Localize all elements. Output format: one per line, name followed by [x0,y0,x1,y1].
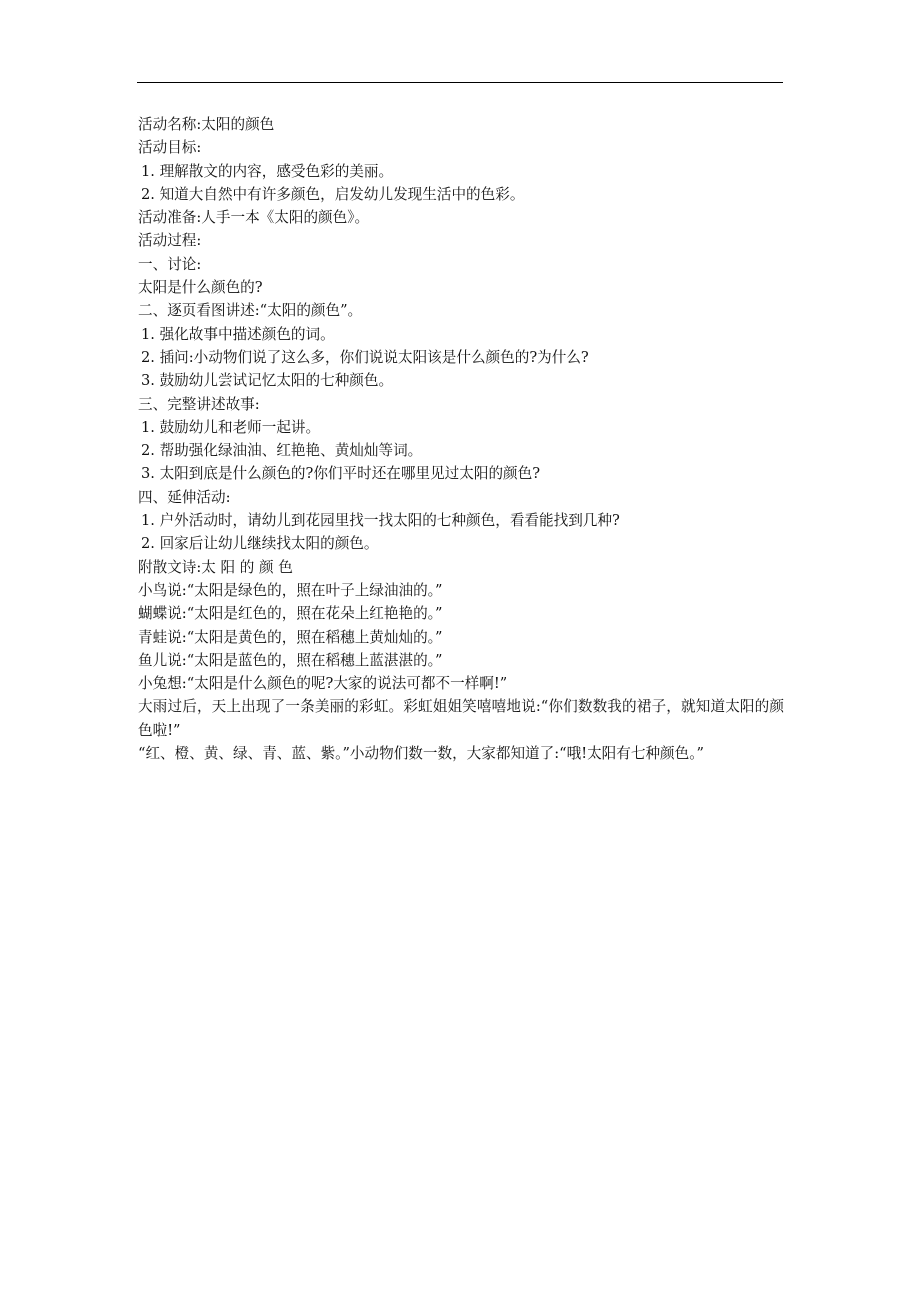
discussion-question: 太阳是什么颜色的? [138,279,263,297]
full-story-item-3: 3. 太阳到底是什么颜色的?你们平时还在哪里见过太阳的颜色? [141,465,541,483]
picture-reading-item-2: 2. 插问:小动物们说了这么多，你们说说太阳该是什么颜色的?为什么? [141,348,589,366]
picture-reading-item-1: 1. 强化故事中描述颜色的词。 [141,325,335,343]
poem-line-butterfly: 蝴蝶说:“太阳是红色的，照在花朵上红艳艳的。” [138,605,443,623]
section-extension-heading: 四、延伸活动: [138,488,231,506]
activity-name: 活动名称:太阳的颜色 [138,116,275,133]
poem-paragraph-rainbow: 大雨过后，天上出现了一条美丽的彩虹。彩虹姐姐笑嘻嘻地说:“你们数数我的裙子，就知道太阳的颜色啦!” [138,698,784,739]
extension-item-1: 1. 户外活动时，请幼儿到花园里找一找太阳的七种颜色，看看能找到几种? [141,512,620,530]
section-discussion-heading: 一、讨论: [138,255,202,273]
goals-heading: 活动目标: [138,139,202,157]
document-body [138,113,784,765]
poem-title: 附散文诗:太 阳 的 颜 色 [138,558,293,576]
poem-line-rabbit: 小兔想:“太阳是什么颜色的呢?大家的说法可都不一样啊!” [138,675,508,693]
goal-item-1: 1. 理解散文的内容，感受色彩的美丽。 [141,162,394,180]
poem-line-fish: 鱼儿说:“太阳是蓝色的，照在稻穗上蓝湛湛的。” [138,651,443,669]
preparation-line: 活动准备:人手一本《太阳的颜色》。 [138,209,370,227]
full-story-item-1: 1. 鼓励幼儿和老师一起讲。 [141,418,321,436]
poem-paragraph-colors: “红、橙、黄、绿、青、蓝、紫。”小动物们数一数，大家都知道了:“哦!太阳有七种颜色。” [138,745,704,763]
poem-line-bird: 小鸟说:“太阳是绿色的，照在叶子上绿油油的。” [138,581,443,599]
full-story-item-2: 2. 帮助强化绿油油、红艳艳、黄灿灿等词。 [141,442,423,460]
extension-item-2: 2. 回家后让幼儿继续找太阳的颜色。 [141,535,379,553]
poem-line-frog: 青蛙说:“太阳是黄色的，照在稻穗上黄灿灿的。” [138,628,443,646]
process-heading: 活动过程: [138,232,202,250]
section-full-story-heading: 三、完整讲述故事: [138,395,260,413]
header-rule [137,82,783,83]
goal-item-2: 2. 知道大自然中有许多颜色，启发幼儿发现生活中的色彩。 [141,185,525,203]
picture-reading-item-3: 3. 鼓励幼儿尝试记忆太阳的七种颜色。 [141,372,394,390]
section-picture-reading-heading: 二、逐页看图讲述:“太阳的颜色”。 [138,302,363,320]
